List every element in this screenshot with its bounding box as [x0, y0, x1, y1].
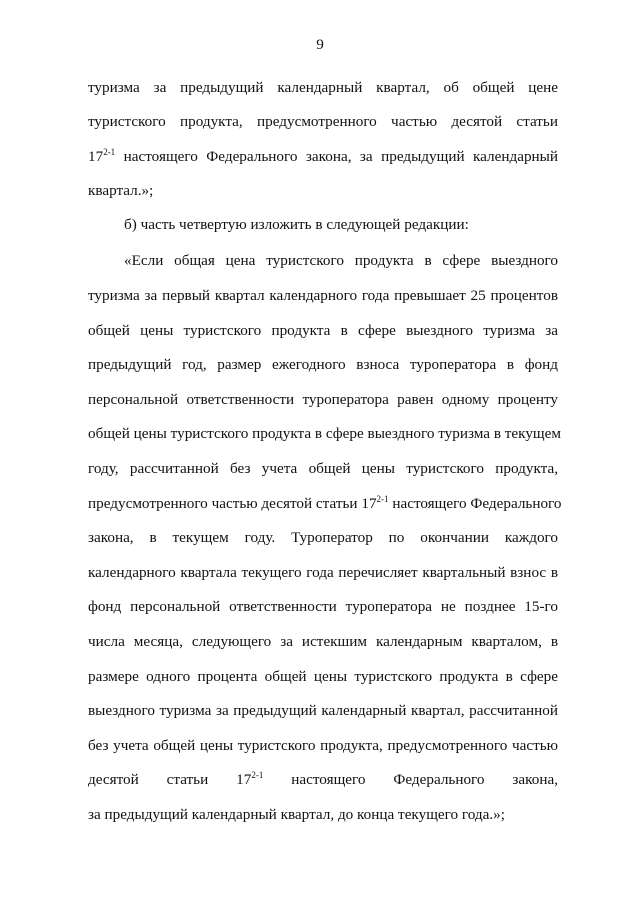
text-line: общей цены туристского продукта в сфере выездного туризма за: [88, 322, 558, 339]
text-line: туристского продукта, предусмотренного частью десятой статьи: [88, 113, 558, 130]
text-line: б) часть четвертую изложить в следующей редакции:: [124, 216, 469, 233]
text-line: году, рассчитанной без учета общей цены туристского продукта,: [88, 460, 558, 477]
text-line: календарного квартала текущего года перечисляет квартальный взнос в: [88, 564, 558, 581]
text-line: размере одного процента общей цены туристского продукта в сфере: [88, 668, 558, 685]
article-ref: 17$^{2-1}$: [88, 147, 116, 165]
text-line: фонд персональной ответственности туроператора не позднее 15-го: [88, 598, 558, 615]
article-ref: 17$^{2-1}$: [236, 770, 264, 788]
text-line: числа месяца, следующего за истекшим календарным кварталом, в: [88, 633, 558, 650]
text-line: десятой статьи 17$^{2-1}$ настоящего Федерального закона,: [88, 770, 558, 788]
text-line: персональной ответственности туроператора равен одному проценту: [88, 391, 558, 408]
page-number: 9: [316, 36, 324, 53]
text-line: закона, в текущем году. Туроператор по окончании каждого: [88, 529, 558, 546]
text-line: предыдущий год, размер ежегодного взноса туроператора в фонд: [88, 356, 558, 373]
text-line: «Если общая цена туристского продукта в сфере выездного: [124, 252, 558, 269]
text-line: выездного туризма за предыдущий календарный квартал, рассчитанной: [88, 702, 558, 719]
text-line: общей цены туристского продукта в сфере выездного туризма в текущем: [88, 425, 561, 442]
text-line: 17$^{2-1}$ настоящего Федерального закона, за предыдущий календарный: [88, 147, 559, 165]
article-ref: 17$^{2-1}$: [361, 494, 389, 512]
text-line: предусмотренного частью десятой статьи 17$^{2-1}$ настоящего Федерального: [88, 494, 562, 512]
text-line: без учета общей цены туристского продукта, предусмотренного частью: [88, 737, 558, 754]
text-line: туризма за предыдущий календарный квартал, об общей цене: [88, 79, 558, 96]
text-line: за предыдущий календарный квартал, до конца текущего года.»;: [88, 806, 505, 823]
text-line: туризма за первый квартал календарного года превышает 25 процентов: [88, 287, 558, 304]
text-line: квартал.»;: [88, 182, 154, 199]
